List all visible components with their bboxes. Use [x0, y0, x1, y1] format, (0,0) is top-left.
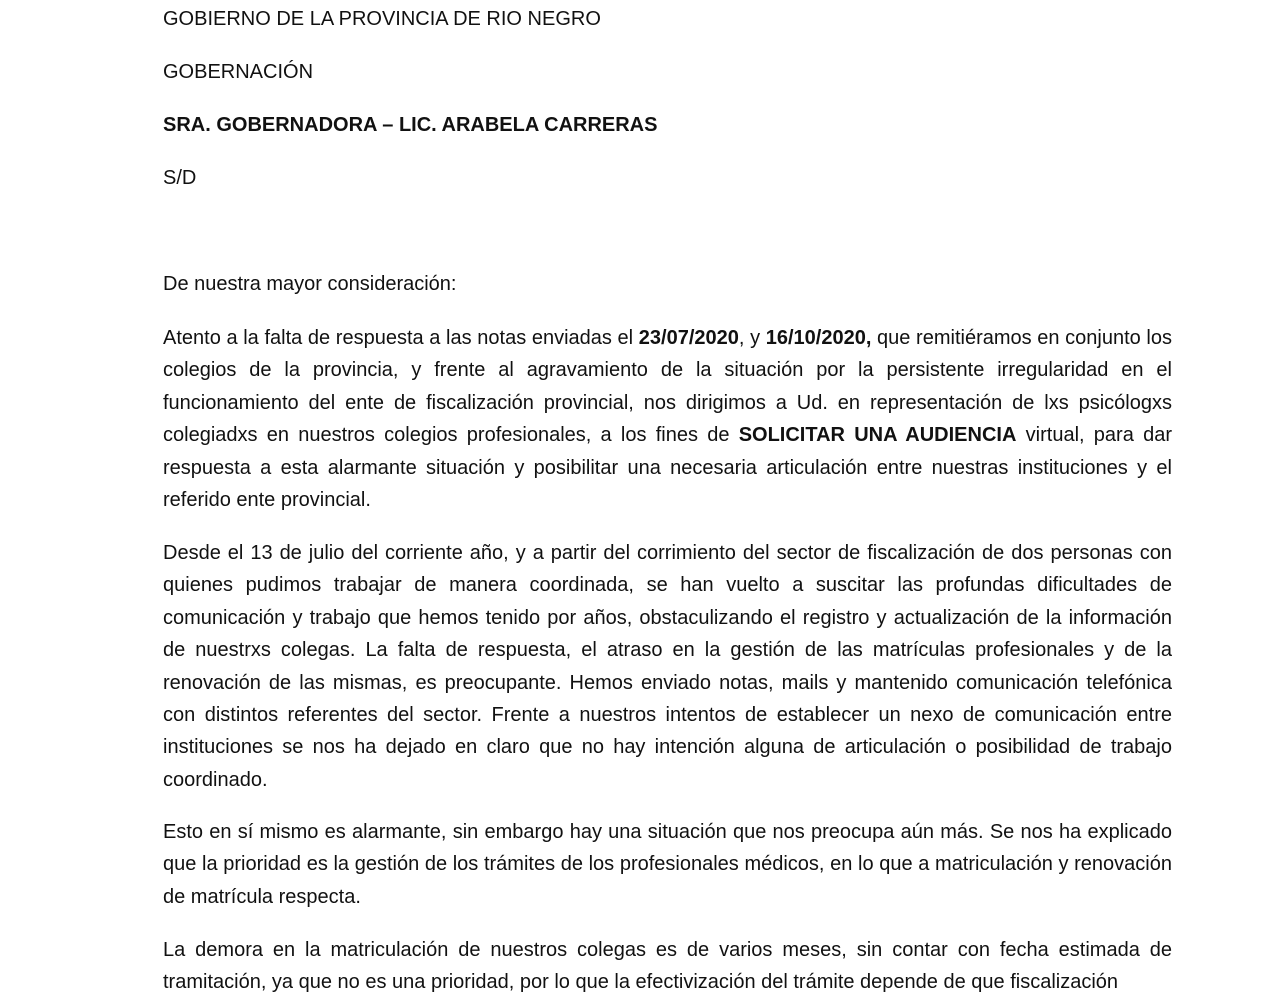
date-first-note: 23/07/2020	[638, 327, 739, 349]
addressee-line: SRA. GOBERNADORA – LIC. ARABELA CARRERAS	[163, 114, 658, 136]
paragraph-request-audience	[163, 322, 1172, 516]
paragraph-1-text-d: virtual, para dar respuesta a esta alarmante situación y posibilitar una necesaria articulación entre nuestras instituciones y el referido ente provincial.	[163, 424, 1172, 512]
audience-request-emphasis: SOLICITAR UNA AUDIENCIA	[738, 424, 1017, 447]
paragraph-registration-delay: La demora en la matriculación de nuestros colegas es de varios meses, sin contar con fecha estimada de tramitación, ya que no es una prioridad, por lo que la efectivización del trámite depende de que fiscalización	[163, 939, 1172, 994]
salutation: De nuestra mayor consideración:	[163, 273, 457, 295]
paragraph-priority-concern: Esto en sí mismo es alarmante, sin embargo hay una situación que nos preocupa aún más. Se nos ha explicado que la prioridad es la gestión de los trámites de los profesionales médicos, en lo que a matriculación y renovación de matrícula respecta.	[163, 821, 1172, 908]
date-second-note: 16/10/2020,	[765, 327, 872, 349]
paragraph-1-text-c: que remitiéramos en conjunto los colegios de la provincia, y frente al agravamiento de la situación por la persistente irregularidad en el funcionamiento del ente de fiscalización provincial, nos dirigimos a Ud. en representación de lxs psicólogxs colegiadxs en nuestros colegios profesionales, a los fines de	[163, 327, 1173, 447]
office-heading: GOBERNACIÓN	[163, 61, 314, 83]
sd-line: S/D	[163, 167, 197, 189]
paragraph-1-text-a: Atento a la falta de respuesta a las notas enviadas el	[163, 327, 639, 349]
government-heading: GOBIERNO DE LA PROVINCIA DE RIO NEGRO	[163, 8, 601, 30]
paragraph-fiscalization-difficulties: Desde el 13 de julio del corriente año, y a partir del corrimiento del sector de fiscalización de dos personas con quienes pudimos trabajar de manera coordinada, se han vuelto a suscitar las profundas dificultades de comunicación y trabajo que hemos tenido por años, obstaculizando el registro y actualización de la información de nuestrxs colegas. La falta de respuesta, el atraso en la gestión de las matrículas profesionales y de la renovación de las mismas, es preocupante. Hemos enviado notas, mails y mantenido comunicación telefónica con distintos referentes del sector. Frente a nuestros intentos de establecer un nexo de comunicación entre instituciones se nos ha dejado en claro que no hay intención alguna de articulación o posibilidad de trabajo coordinado.	[163, 542, 1172, 791]
paragraph-1-text-b: , y	[738, 327, 766, 349]
